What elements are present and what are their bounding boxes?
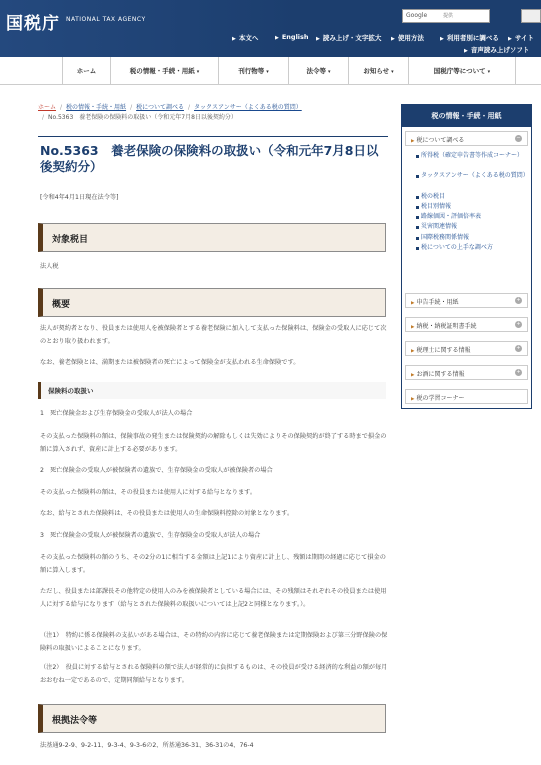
gnav-publications[interactable]: 刊行物等 ▾ <box>218 57 288 85</box>
item-1-body: その支払った保険料の額は、保険事故の発生または保険契約の解除もしくは失効によりその保険契約が終了する時まで損金の額に算入されず、資産に計上する必要があります。 <box>40 433 387 453</box>
chevron-down-icon: ▾ <box>487 69 491 75</box>
sidebar-item-taxinfo[interactable]: 税目別情報 <box>416 202 526 212</box>
laws-text: 法基通9-2-9、9-2-11、9-3-4、9-3-6の2、所基通36-31、36-31の4、76-4 <box>40 742 254 749</box>
sidebar-sec-accountant[interactable]: ▶ 税理士に関する情報 + <box>405 341 528 356</box>
plus-icon: + <box>516 321 521 327</box>
site-header <box>0 0 541 57</box>
chevron-down-icon: ▾ <box>266 69 269 75</box>
breadcrumb-search[interactable]: 税について調べる <box>136 104 184 111</box>
sidebar-title: 税の情報・手続・用紙 <box>402 105 531 127</box>
chevron-down-icon: ▾ <box>327 69 331 75</box>
google-label: Google <box>406 12 428 19</box>
breadcrumb: ホーム / 税の情報・手続・用紙 / 税について調べる / タックスアンサー（よくある税の質問） / No.5363 養老保険の保険料の取扱い（令和元年7月8日以後契約分） <box>38 104 302 121</box>
section-heading-tax-item: 対象税目 <box>38 223 386 252</box>
breadcrumb-taxanswer[interactable]: タックスアンサー（よくある税の質問） <box>194 104 302 111</box>
nav-english[interactable]: ▶ English <box>275 33 309 41</box>
section-heading-laws: 根拠法令等 <box>38 704 386 733</box>
sidebar-item-howto[interactable]: 税についての上手な調べ方 <box>416 243 526 253</box>
gnav-home[interactable]: ホーム <box>62 57 110 85</box>
sidebar-list <box>416 151 529 253</box>
section-heading-overview: 概要 <box>38 288 386 317</box>
nav-voice[interactable]: ▶ 音声読み上げソフト <box>464 45 529 54</box>
plus-icon: + <box>516 297 521 303</box>
item-2-body: その支払った保険料の額は、その役員または使用人に対する給与となります。 <box>40 489 257 496</box>
sidebar-sec-liquor[interactable]: ▶ お酒に関する情報 + <box>405 365 528 380</box>
note-1: （注1） 特約に係る保険料の支払いがある場合は、その特約の内容に応じて養老保険または定期保険および第三分野保険の保険料の取扱いによることになります。 <box>40 632 388 652</box>
overview-p1: 法人が契約者となり、役員または使用人を被保険者とする養老保険に加入して支払った保険料は、保険金の受取人に応じて次のとおり取り扱われます。 <box>40 325 387 345</box>
sidebar-sec-learning[interactable]: ▶ 税の学習コーナー <box>405 389 528 404</box>
sidebar-item-taxitems[interactable]: 税の税目 <box>416 192 526 202</box>
breadcrumb-home[interactable]: ホーム <box>38 104 57 111</box>
title-divider <box>38 136 388 137</box>
sidebar-item-taxanswer[interactable]: タックスアンサー（よくある税の質問） <box>416 171 526 181</box>
chevron-down-icon: ▾ <box>391 69 394 75</box>
item-1: 1 死亡保険金および生存保険金の受取人が法人の場合 <box>40 410 193 417</box>
sidebar-item-intl[interactable]: 国際税務関係情報 <box>416 233 526 243</box>
nav-by-user[interactable]: ▶ 利用者別に調べる <box>440 33 499 42</box>
search-input[interactable] <box>443 11 488 21</box>
note-2: （注2） 役員に対する給与とされる保険料の額で法人が経常的に負担するものは、その役員が受ける経済的な利益の額が毎月おおむね一定であるので、定期同額給与となります。 <box>40 664 388 684</box>
overview-p2: なお、養老保険とは、満期または被保険者の死亡によって保険金が支払われる生命保険です。 <box>40 359 300 366</box>
item-3-body: その支払った保険料の額のうち、その2分の1に相当する金額は上記1により資産に計上し、残額は期間の経過に応じて損金の額に算入します。 <box>40 554 386 574</box>
nav-readaloud[interactable]: ▶ 読み上げ・文字拡大 <box>316 33 381 42</box>
item-3-note: ただし、役員または部課長その他特定の使用人のみを被保険者としている場合には、その残額はそれぞれその役員または使用人に対する給与になります（給与とされた保険料の取扱いについては上記2と同様となります。）。 <box>40 588 387 608</box>
item-2-note: なお、給与とされた保険料は、その役員または使用人の生命保険料控除の対象となります。 <box>40 510 294 517</box>
item-3: 3 死亡保険金の受取人が被保険者の遺族で、生存保険金の受取人が法人の場合 <box>40 532 261 539</box>
nav-site[interactable]: ▶ サイト <box>508 33 534 42</box>
nav-skip-to-content[interactable]: ▶ 本文へ <box>232 33 258 42</box>
breadcrumb-current: No.5363 養老保険の保険料の取扱い（令和元年7月8日以後契約分） <box>48 114 237 121</box>
plus-icon: + <box>516 369 521 375</box>
gnav-laws[interactable]: 法令等 ▾ <box>288 57 348 85</box>
site-logo[interactable]: 国税庁 <box>6 14 60 34</box>
plus-icon: + <box>516 345 521 351</box>
chevron-down-icon: ▾ <box>196 69 200 75</box>
item-2: 2 死亡保険金の受取人が被保険者の遺族で、生存保険金の受取人が被保険者の場合 <box>40 467 273 474</box>
date-note: [令和4年4月1日現在法令等] <box>40 194 119 201</box>
sidebar-sec-search[interactable]: ▶ 税について調べる − <box>405 131 528 146</box>
site-logo-en: NATIONAL TAX AGENCY <box>66 16 146 23</box>
sidebar <box>401 104 532 409</box>
search-input-wrap[interactable] <box>402 9 490 23</box>
tax-item-text: 法人税 <box>40 263 59 270</box>
sidebar-item-income[interactable]: 所得税（確定申告書等作成コーナー） <box>416 151 526 161</box>
breadcrumb-info[interactable]: 税の情報・手続・用紙 <box>66 104 127 111</box>
sidebar-sec-forms[interactable]: ▶ 申告手続・用紙 + <box>405 293 528 308</box>
gnav-about[interactable]: 国税庁等について ▾ <box>408 57 516 85</box>
search-button[interactable] <box>521 9 541 23</box>
gnav-info[interactable]: 税の情報・手続・用紙 ▾ <box>110 57 218 85</box>
gnav-news[interactable]: お知らせ ▾ <box>348 57 408 85</box>
global-nav <box>0 57 541 85</box>
sidebar-item-disaster[interactable]: 災害関連情報 <box>416 222 526 232</box>
page-title: No.5363 養老保険の保険料の取扱い（令和元年7月8日以後契約分） <box>40 143 379 174</box>
sidebar-sec-payment[interactable]: ▶ 納税・納税証明書手続 + <box>405 317 528 332</box>
main-content <box>38 103 388 749</box>
nav-howto[interactable]: ▶ 使用方法 <box>391 33 424 42</box>
sidebar-item-rosenka[interactable]: 路線価図・評価倍率表 <box>416 212 526 222</box>
subsection-heading: 保険料の取扱い <box>38 382 386 399</box>
minus-icon: − <box>516 135 521 141</box>
